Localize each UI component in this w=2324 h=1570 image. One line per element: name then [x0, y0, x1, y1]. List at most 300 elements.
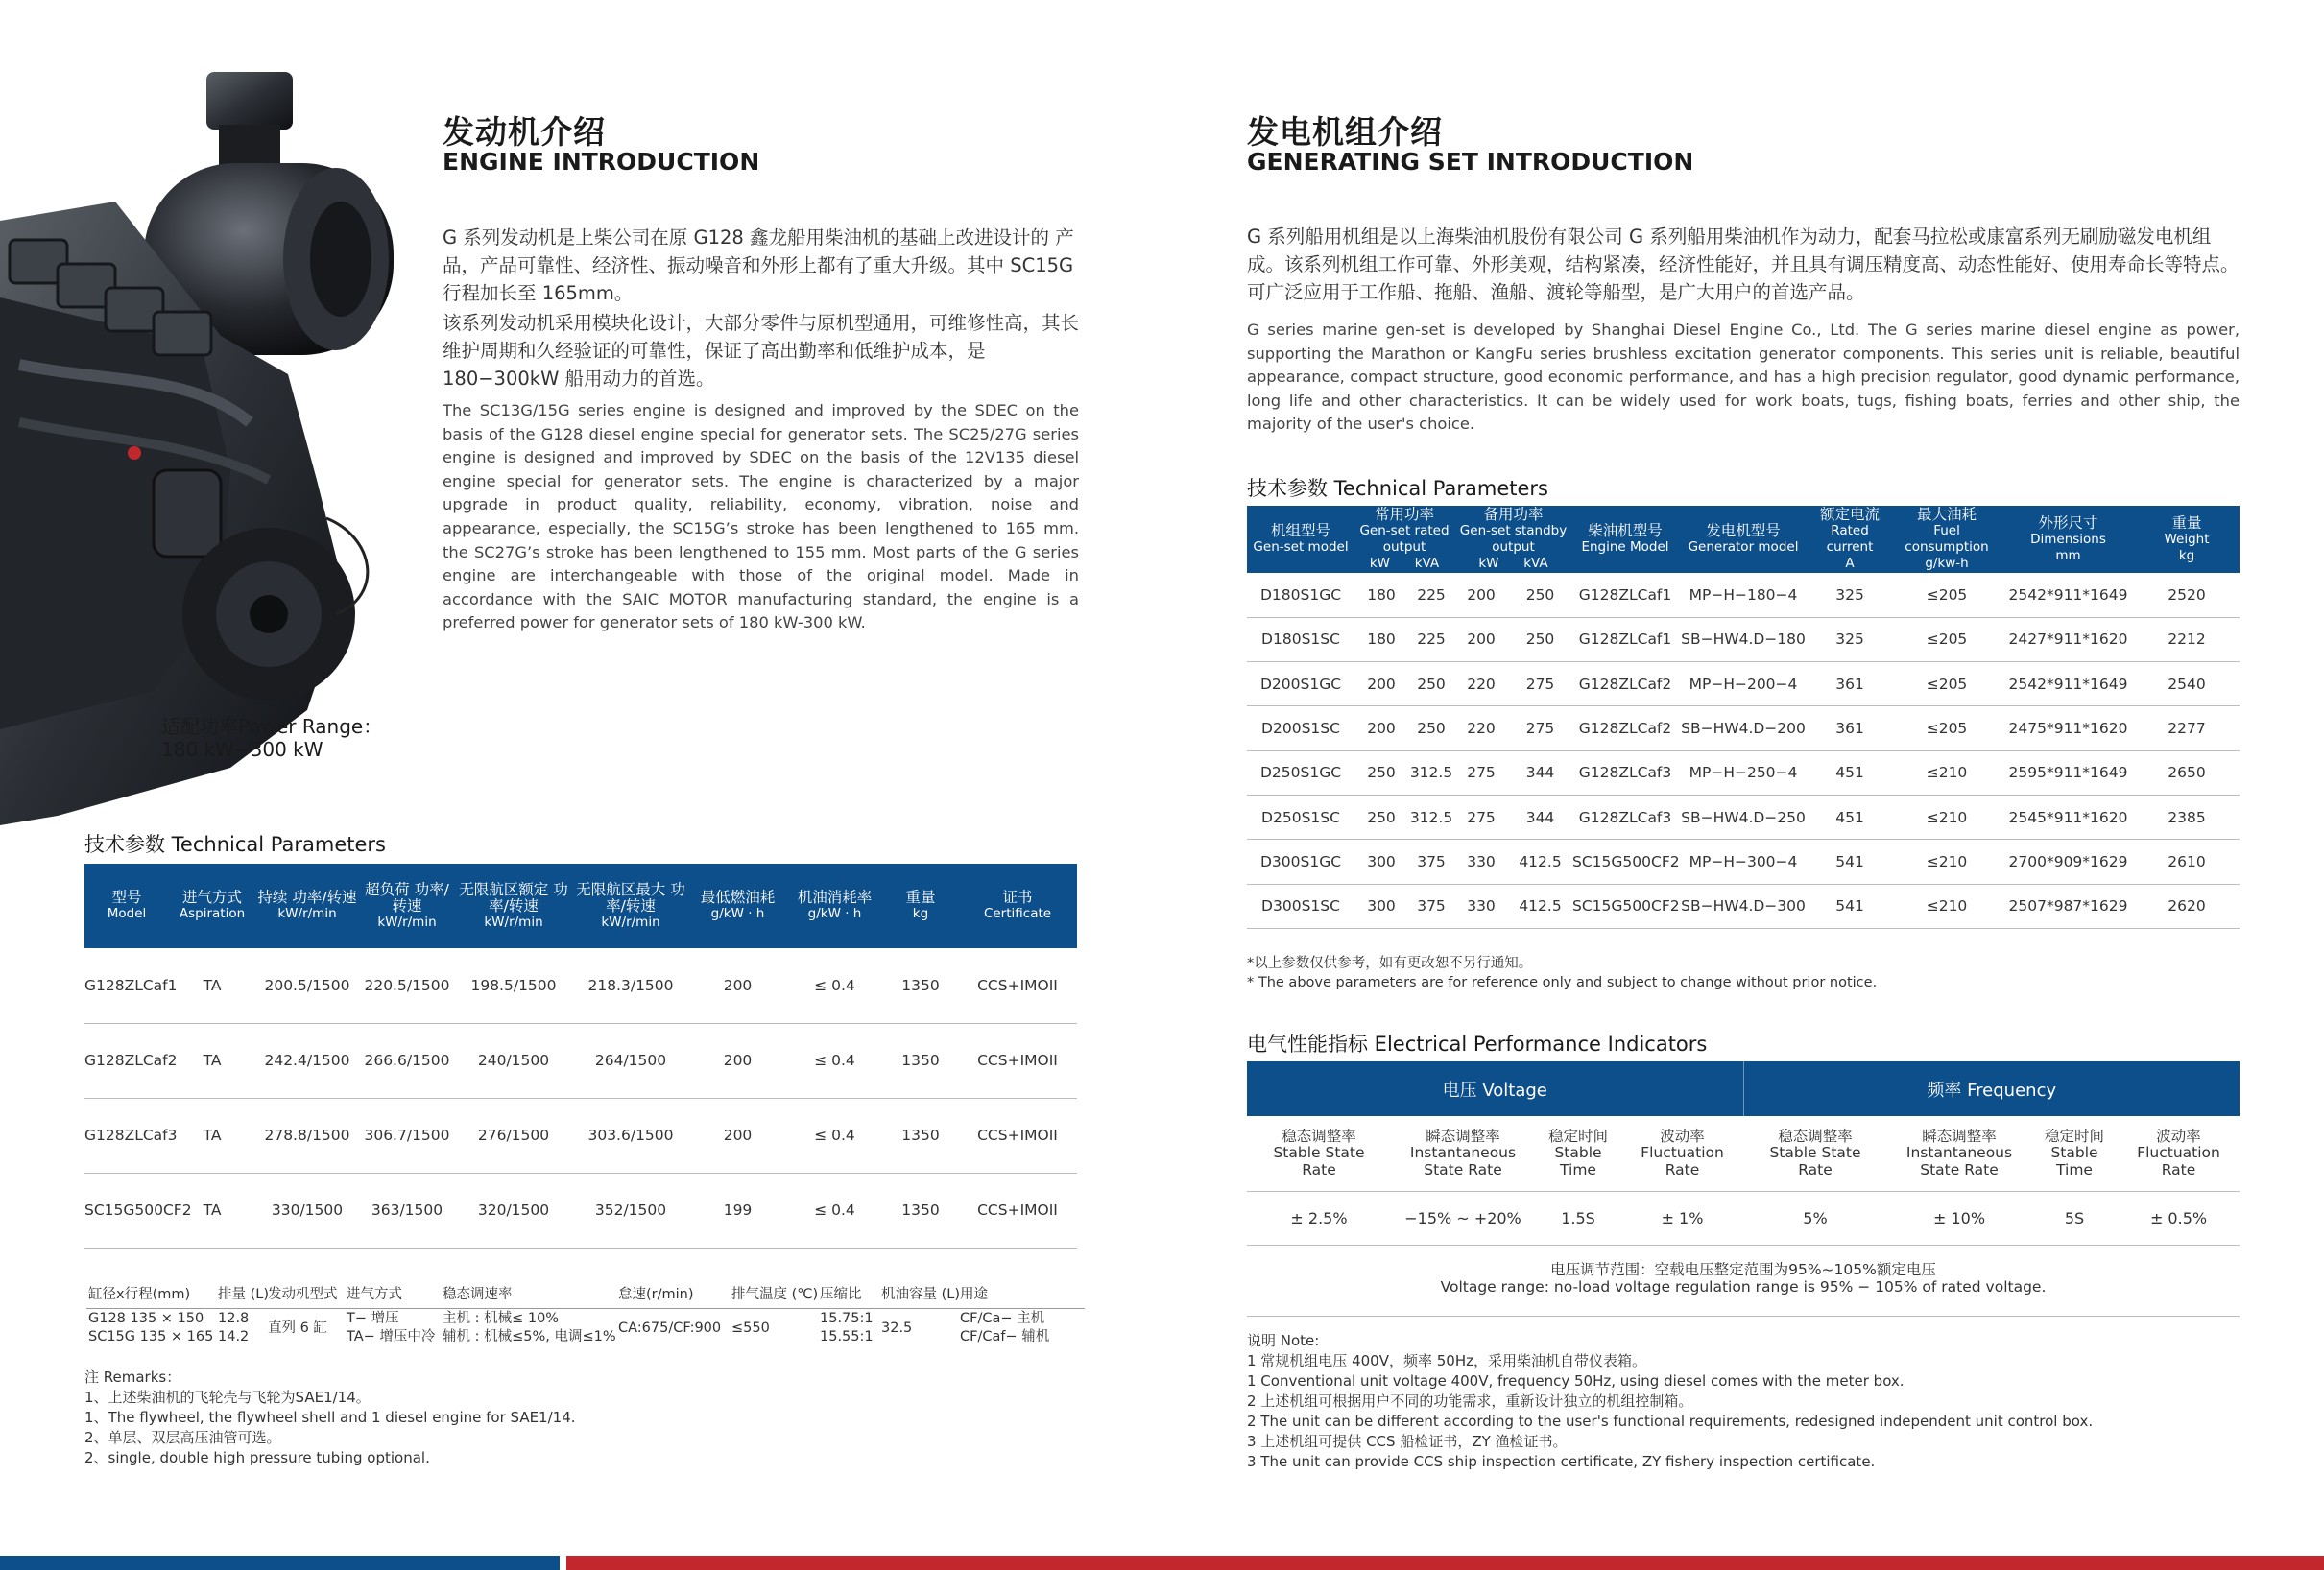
electrical-sub-header-line: Fluctuation: [2137, 1144, 2220, 1161]
table-cell: D300S1GC: [1247, 840, 1354, 884]
column-header: [2134, 506, 2240, 573]
spec-exhaust: ≤550: [731, 1320, 770, 1336]
table-cell: G128ZLCaf1: [84, 948, 169, 1023]
spec-intake: T− 增压 TA− 增压中冷: [347, 1311, 436, 1345]
column-header: [1247, 506, 1354, 573]
column-header: [84, 864, 169, 948]
table-cell: 541: [1809, 840, 1891, 884]
remarks: [84, 1368, 576, 1468]
column-header-cn: 机组型号: [1270, 522, 1330, 539]
column-header: [169, 864, 255, 948]
genset-title-en: GENERATING SET INTRODUCTION: [1247, 148, 1694, 176]
genset-table-header: [1247, 506, 2240, 573]
table-cell: D300S1SC: [1247, 884, 1354, 928]
electrical-sub-header-cell: [2118, 1116, 2240, 1191]
frequency-header: 频率 Frequency: [1743, 1061, 2240, 1116]
column-header-cn: 外形尺寸: [2038, 513, 2098, 532]
electrical-sub-header-line: State Rate: [1424, 1160, 1502, 1178]
table-cell: G128ZLCaf1: [1572, 617, 1678, 661]
column-header-en: kg: [912, 906, 929, 921]
electrical-value-cell: 5S: [2031, 1191, 2118, 1245]
table-cell: 266.6/1500: [359, 1023, 455, 1098]
table-cell: 2595*911*1649: [2002, 750, 2134, 795]
electrical-value-cell: −15% ~ +20%: [1391, 1191, 1535, 1245]
table-cell: MP−H−200−4: [1678, 662, 1809, 706]
column-header-cn: 超负荷 功率/转速: [365, 880, 449, 915]
table-cell: 200: [689, 1023, 786, 1098]
column-header: [255, 864, 359, 948]
column-header: [572, 864, 689, 948]
table-cell: 200: [1354, 706, 1408, 750]
footer-bar-red: [566, 1556, 2324, 1570]
left-tech-title: 技术参数 Technical Parameters: [84, 833, 386, 856]
engine-table-body: [84, 948, 1077, 1248]
column-header-en: kW/r/min: [277, 906, 337, 921]
spec-header-cell: 排气温度 (℃): [730, 1279, 818, 1308]
column-header-en: Gen-set model: [1253, 539, 1349, 555]
spec-engine-type: 直列 6 缸: [268, 1320, 327, 1336]
engine-spec-table: [86, 1279, 1085, 1348]
table-cell: ≤ 0.4: [786, 1098, 883, 1173]
electrical-sub-header-cell: [1743, 1116, 1887, 1191]
column-header-cn: 发电机型号: [1706, 522, 1781, 539]
table-cell: G128ZLCaf1: [1572, 573, 1678, 617]
table-cell: 344: [1508, 750, 1572, 795]
table-row: [84, 1098, 1077, 1173]
column-header-unit: kW kVA: [1369, 556, 1440, 571]
remarks-line: 2、single, double high pressure tubing optional.: [84, 1449, 430, 1466]
table-cell: 250: [1354, 795, 1408, 839]
column-header-cn: 机油消耗率: [797, 889, 873, 906]
column-header-cn: 最大油耗: [1917, 506, 1977, 523]
table-cell: 180: [1354, 573, 1408, 617]
table-cell: ≤205: [1891, 617, 2002, 661]
voltage-range-cn: 电压调节范围：空载电压整定范围为95%~105%额定电压: [1550, 1261, 1936, 1278]
table-cell: 2540: [2134, 662, 2240, 706]
electrical-sub-header-line: Rate: [1665, 1160, 1700, 1178]
table-cell: 344: [1508, 795, 1572, 839]
table-row: [84, 1173, 1077, 1248]
column-header-cn: 无限航区最大 功率/转速: [576, 880, 685, 915]
table-cell: SB−HW4.D−180: [1678, 617, 1809, 661]
table-cell: CCS+IMOII: [958, 1023, 1077, 1098]
electrical-sub-header-cell: [1887, 1116, 2031, 1191]
table-cell: ≤210: [1891, 840, 2002, 884]
table-cell: ≤ 0.4: [786, 948, 883, 1023]
spec-header-cell: 缸径x行程(mm): [86, 1279, 216, 1308]
table-cell: 242.4/1500: [255, 1023, 359, 1098]
table-cell: 330/1500: [255, 1173, 359, 1248]
notes: [1247, 1331, 2093, 1472]
column-header-cn: 无限航区额定 功率/转速: [459, 880, 568, 915]
table-cell: ≤210: [1891, 750, 2002, 795]
table-cell: 2385: [2134, 795, 2240, 839]
table-cell: 250: [1508, 573, 1572, 617]
spec-bore-stroke: G128 135 × 150 SC15G 135 × 165: [88, 1311, 214, 1345]
table-cell: D200S1GC: [1247, 662, 1354, 706]
table-cell: 325: [1809, 617, 1891, 661]
electrical-value-cell: 5%: [1743, 1191, 1887, 1245]
engine-title-en: ENGINE INTRODUCTION: [443, 148, 760, 176]
table-cell: 275: [1454, 795, 1508, 839]
spec-header-cell: 怠速(r/min): [616, 1279, 730, 1308]
spec-compression: 15.75:1 15.55:1: [820, 1311, 874, 1345]
power-range: [161, 715, 382, 761]
column-header: [689, 864, 786, 948]
table-cell: 451: [1809, 795, 1891, 839]
table-cell: 200: [1454, 617, 1508, 661]
table-cell: 375: [1408, 884, 1454, 928]
table-row: [1247, 840, 2240, 884]
table-cell: 363/1500: [359, 1173, 455, 1248]
engine-paragraph-cn-2: 该系列发动机采用模块化设计，大部分零件与原机型通用，可维修性高，其长维护周期和久经验证的可靠性，保证了高出勤率和低维护成本，是 180−300kW 船用动力的首选。: [443, 312, 1080, 390]
genset-title-cn: 发电机组介绍: [1247, 113, 1443, 151]
electrical-sub-header-line: 稳态调整率: [1778, 1127, 1853, 1145]
table-cell: 250: [1508, 617, 1572, 661]
electrical-value-cell: ± 0.5%: [2118, 1191, 2240, 1245]
spec-header-cell: 用途: [958, 1279, 1085, 1308]
table-cell: MP−H−180−4: [1678, 573, 1809, 617]
table-cell: CCS+IMOII: [958, 1173, 1077, 1248]
column-header-cn: 常用功率: [1374, 506, 1434, 523]
column-header: [2002, 506, 2134, 573]
table-cell: 199: [689, 1173, 786, 1248]
spec-usage: CF/Ca− 主机 CF/Caf− 辅机: [960, 1311, 1050, 1345]
table-cell: 303.6/1500: [572, 1098, 689, 1173]
engine-title-cn: 发动机介绍: [443, 113, 606, 151]
table-cell: 275: [1454, 750, 1508, 795]
spec-oil: 32.5: [881, 1320, 913, 1336]
electrical-sub-header-line: 波动率: [2156, 1127, 2201, 1145]
notes-line: 1 Conventional unit voltage 400V, frequency 50Hz, using diesel comes with the meter box.: [1247, 1372, 1905, 1390]
table-cell: 330: [1454, 840, 1508, 884]
table-cell: G128ZLCaf3: [1572, 795, 1678, 839]
column-header-cn: 柴油机型号: [1588, 522, 1663, 539]
table-cell: G128ZLCaf3: [84, 1098, 169, 1173]
table-cell: ≤210: [1891, 884, 2002, 928]
table-cell: 220.5/1500: [359, 948, 455, 1023]
table-row: [1247, 706, 2240, 750]
column-header-en: Generator model: [1688, 539, 1799, 555]
electrical-sub-header-line: Stable Time: [1554, 1144, 1602, 1178]
table-cell: 220: [1454, 706, 1508, 750]
column-header: [1678, 506, 1809, 573]
table-row: [1247, 662, 2240, 706]
column-header: [1809, 506, 1891, 573]
table-cell: D180S1GC: [1247, 573, 1354, 617]
electrical-value-cell: 1.5S: [1535, 1191, 1621, 1245]
table-cell: CCS+IMOII: [958, 1098, 1077, 1173]
table-cell: D180S1SC: [1247, 617, 1354, 661]
table-cell: 2650: [2134, 750, 2240, 795]
column-header-cn: 备用功率: [1483, 506, 1544, 523]
table-row: [1247, 573, 2240, 617]
electrical-value-cell: ± 10%: [1887, 1191, 2031, 1245]
column-header-unit: kW kVA: [1478, 556, 1548, 571]
table-cell: 451: [1809, 750, 1891, 795]
table-row: [84, 948, 1077, 1023]
table-cell: D200S1SC: [1247, 706, 1354, 750]
column-header-en: Aspiration: [179, 906, 246, 921]
table-cell: 218.3/1500: [572, 948, 689, 1023]
column-header-en: Dimensions: [2030, 531, 2106, 547]
electrical-sub-header-line: 稳定时间: [1547, 1127, 1608, 1145]
spec-header-cell: 进气方式: [345, 1279, 441, 1308]
notes-line: 3 上述机组可提供 CCS 船检证书，ZY 渔检证书。: [1247, 1433, 1568, 1450]
table-cell: G128ZLCaf2: [1572, 662, 1678, 706]
column-header: [1354, 506, 1454, 573]
electrical-sub-header-line: Rate: [1302, 1160, 1336, 1178]
electrical-sub-header-line: Instantaneous: [1905, 1144, 2013, 1161]
table-cell: SB−HW4.D−300: [1678, 884, 1809, 928]
table-cell: 352/1500: [572, 1173, 689, 1248]
table-cell: 2610: [2134, 840, 2240, 884]
column-header-en: Certificate: [983, 906, 1052, 921]
spec-table-row: [86, 1308, 1085, 1348]
column-header: [1572, 506, 1678, 573]
table-cell: D250S1GC: [1247, 750, 1354, 795]
table-cell: TA: [169, 1023, 255, 1098]
right-tech-title: 技术参数 Technical Parameters: [1247, 477, 1548, 500]
electrical-title: 电气性能指标 Electrical Performance Indicators: [1247, 1033, 1708, 1056]
table-cell: 412.5: [1508, 840, 1572, 884]
electrical-sub-header-line: Rate: [1798, 1160, 1833, 1178]
electrical-values-row: [1247, 1191, 2240, 1245]
column-header-en: Engine Model: [1581, 539, 1669, 555]
table-cell: 1350: [883, 1173, 958, 1248]
table-cell: 275: [1508, 706, 1572, 750]
genset-note-cn: *以上参数仅供参考，如有更改恕不另行通知。: [1247, 956, 1533, 971]
remarks-title: 注 Remarks：: [84, 1368, 181, 1386]
electrical-sub-header-line: Rate: [2161, 1160, 2196, 1178]
table-cell: ≤205: [1891, 662, 2002, 706]
electrical-sub-header-line: Stable Time: [2050, 1144, 2098, 1178]
power-range-label: 适配功率Power Range：: [161, 715, 383, 738]
table-cell: 250: [1354, 750, 1408, 795]
genset-paragraph-cn: G 系列船用机组是以上海柴油机股份有限公司 G 系列船用柴油机作为动力，配套马拉松或康富系列无刷励磁发电机组成。该系列机组工作可靠、外形美观，结构紧凑，经济性能好，并且具有调压精度高、动态性能好、使用寿命长等特点。可广泛应用于工作船、拖船、渔船、渡轮等船型，是广大用户的首选产品。: [1247, 226, 2240, 303]
table-cell: 312.5: [1408, 750, 1454, 795]
electrical-sub-header-cell: [1391, 1116, 1535, 1191]
genset-note-en: * The above parameters are for reference only and subject to change without prior notice.: [1247, 975, 1878, 990]
column-header: [1454, 506, 1572, 573]
table-cell: 276/1500: [455, 1098, 572, 1173]
column-header: [1891, 506, 2002, 573]
column-header-unit: g/kw-h: [1925, 556, 1969, 571]
column-header-cn: 最低燃油耗: [700, 889, 776, 906]
table-cell: 2620: [2134, 884, 2240, 928]
column-header-en: Fuel consumption: [1905, 523, 1989, 555]
column-header: [958, 864, 1077, 948]
remarks-line: 2、单层、双层高压油管可选。: [84, 1429, 281, 1446]
column-header: [883, 864, 958, 948]
voltage-range-en: Voltage range: no-load voltage regulation range is 95% − 105% of rated voltage.: [1440, 1278, 2047, 1296]
genset-note: [1247, 954, 1877, 992]
electrical-table: [1247, 1061, 2240, 1246]
table-cell: 275: [1508, 662, 1572, 706]
table-cell: 2700*909*1629: [2002, 840, 2134, 884]
column-header: [455, 864, 572, 948]
table-cell: MP−H−300−4: [1678, 840, 1809, 884]
power-range-value: 180 kW−300 kW: [161, 738, 323, 761]
column-header-en: Gen-set standby output: [1459, 523, 1568, 555]
table-cell: 250: [1408, 706, 1454, 750]
table-cell: TA: [169, 948, 255, 1023]
electrical-value-cell: ± 1%: [1621, 1191, 1743, 1245]
column-header-en: Model: [107, 906, 147, 921]
table-cell: ≤205: [1891, 706, 2002, 750]
table-cell: 300: [1354, 884, 1408, 928]
table-cell: 2507*987*1629: [2002, 884, 2134, 928]
table-cell: CCS+IMOII: [958, 948, 1077, 1023]
column-header-unit: mm: [2055, 547, 2081, 563]
table-cell: ≤210: [1891, 795, 2002, 839]
table-cell: 2545*911*1620: [2002, 795, 2134, 839]
column-header-cn: 进气方式: [181, 889, 242, 906]
electrical-sub-header-cell: [2031, 1116, 2118, 1191]
genset-table-body: [1247, 573, 2240, 928]
column-header-cn: 型号: [111, 889, 142, 906]
electrical-sub-header-line: 稳态调整率: [1282, 1127, 1356, 1145]
table-cell: 200: [1454, 573, 1508, 617]
table-cell: 250: [1408, 662, 1454, 706]
electrical-sub-header-line: 稳定时间: [2044, 1127, 2104, 1145]
table-cell: 278.8/1500: [255, 1098, 359, 1173]
table-cell: 1350: [883, 1098, 958, 1173]
table-cell: 306.7/1500: [359, 1098, 455, 1173]
table-cell: TA: [169, 1098, 255, 1173]
engine-paragraph-cn-1: G 系列发动机是上柴公司在原 G128 鑫龙船用柴油机的基础上改进设计的 产品，产品可靠性、经济性、振动噪音和外形上都有了重大升级。其中 SC15G 行程加长至 165mm。: [443, 226, 1074, 304]
table-cell: 264/1500: [572, 1023, 689, 1098]
notes-line: 2 上述机组可根据用户不同的功能需求，重新设计独立的机组控制箱。: [1247, 1392, 1693, 1410]
electrical-sub-header-line: 瞬态调整率: [1922, 1127, 1997, 1145]
electrical-sub-header-line: Stable State: [1273, 1144, 1365, 1161]
column-header: [359, 864, 455, 948]
spec-header-cell: 排量 (L): [216, 1279, 266, 1308]
divider: [1247, 1316, 2240, 1317]
spec-displacement: 12.8 14.2: [218, 1311, 250, 1345]
notes-line: 1 常规机组电压 400V，频率 50Hz，采用柴油机自带仪表箱。: [1247, 1352, 1646, 1369]
table-cell: 300: [1354, 840, 1408, 884]
table-cell: ≤ 0.4: [786, 1023, 883, 1098]
table-cell: 2542*911*1649: [2002, 662, 2134, 706]
column-header-en: g/kW · h: [710, 906, 765, 921]
spec-header-cell: 发动机型式: [266, 1279, 345, 1308]
table-cell: SC15G500CF2: [1572, 840, 1678, 884]
table-cell: 225: [1408, 573, 1454, 617]
table-cell: SC15G500CF2: [84, 1173, 169, 1248]
engine-paragraph-en: The SC13G/15G series engine is designed and improved by the SDEC on the basis of the G128 diesel engine special for generator sets. The SC25/27G series engine is designed and improved by SDEC on the basis of the 12V135 diesel engine special for generator sets. The engine is characterized by a major upgrade in product quality, reliability, economy, vibration, noise and appearance, especially, the SC15G’s stroke has been lengthened to 165 mm. the SC27G’s stroke has been lengthened to 155 mm. Most parts of the G series engine are interchangeable with those of the original model. Made in accordance with the SAIC MOTOR manufacturing standard, the engine is a preferred power for generator sets of 180 kW-300 kW.: [443, 401, 1079, 632]
electrical-group-header: [1247, 1061, 2240, 1116]
table-cell: 2427*911*1620: [2002, 617, 2134, 661]
table-cell: ≤ 0.4: [786, 1173, 883, 1248]
electrical-sub-header-cell: [1535, 1116, 1621, 1191]
column-header-en: g/kW · h: [807, 906, 862, 921]
table-cell: G128ZLCaf3: [1572, 750, 1678, 795]
table-cell: 225: [1408, 617, 1454, 661]
footer-bar-blue: [0, 1556, 560, 1570]
table-cell: 412.5: [1508, 884, 1572, 928]
column-header-cn: 额定电流: [1820, 506, 1881, 523]
table-cell: 312.5: [1408, 795, 1454, 839]
column-header: [786, 864, 883, 948]
table-cell: 220: [1454, 662, 1508, 706]
table-cell: G128ZLCaf2: [1572, 706, 1678, 750]
electrical-sub-header-line: 瞬态调整率: [1426, 1127, 1500, 1145]
voltage-range-note: [1247, 1261, 2240, 1296]
remarks-line: 1、The flywheel, the flywheel shell and 1 diesel engine for SAE1/14.: [84, 1409, 576, 1426]
table-cell: 2520: [2134, 573, 2240, 617]
table-cell: 1350: [883, 948, 958, 1023]
table-cell: SB−HW4.D−250: [1678, 795, 1809, 839]
table-cell: 200: [689, 948, 786, 1023]
column-header-en: kW/r/min: [601, 914, 660, 930]
spec-header-cell: 机油容量 (L): [879, 1279, 958, 1308]
table-cell: SC15G500CF2: [1572, 884, 1678, 928]
column-header-en: Weight: [2164, 531, 2210, 547]
electrical-sub-header-line: Stable State: [1769, 1144, 1861, 1161]
column-header-cn: 证书: [1002, 889, 1033, 906]
notes-line: 3 The unit can provide CCS ship inspection certificate, ZY fishery inspection certificate.: [1247, 1453, 1876, 1470]
column-header-cn: 重量: [2171, 513, 2202, 532]
spec-governing: 主机 : 机械≤ 10% 辅机 : 机械≤5%, 电调≤1%: [443, 1311, 616, 1345]
electrical-sub-header-line: 波动率: [1660, 1127, 1705, 1145]
electrical-sub-header: [1247, 1116, 2240, 1191]
engine-image: [0, 58, 403, 825]
table-cell: MP−H−250−4: [1678, 750, 1809, 795]
column-header-en: kW/r/min: [484, 914, 543, 930]
table-row: [1247, 617, 2240, 661]
table-cell: SB−HW4.D−200: [1678, 706, 1809, 750]
table-cell: 200.5/1500: [255, 948, 359, 1023]
table-cell: D250S1SC: [1247, 795, 1354, 839]
remarks-line: 1、上述柴油机的飞轮壳与飞轮为SAE1/14。: [84, 1389, 371, 1406]
table-cell: 361: [1809, 662, 1891, 706]
column-header-en: kW/r/min: [377, 914, 437, 930]
column-header-en: Rated current: [1826, 523, 1874, 555]
table-cell: G128ZLCaf2: [84, 1023, 169, 1098]
table-cell: 2212: [2134, 617, 2240, 661]
electrical-sub-header-cell: [1247, 1116, 1391, 1191]
table-row: [1247, 750, 2240, 795]
table-cell: 541: [1809, 884, 1891, 928]
column-header-unit: A: [1845, 556, 1855, 571]
table-cell: 2475*911*1620: [2002, 706, 2134, 750]
table-cell: ≤205: [1891, 573, 2002, 617]
table-cell: 2542*911*1649: [2002, 573, 2134, 617]
column-header-cn: 持续 功率/转速: [257, 889, 357, 906]
genset-parameters-table: [1247, 506, 2240, 929]
table-cell: 1350: [883, 1023, 958, 1098]
notes-line: 2 The unit can be different according to the user's functional requirements, redesigned independent unit control box.: [1247, 1413, 2094, 1430]
spec-header-cell: 压缩比: [818, 1279, 879, 1308]
table-cell: 240/1500: [455, 1023, 572, 1098]
voltage-header: 电压 Voltage: [1247, 1061, 1743, 1116]
table-row: [84, 1023, 1077, 1098]
table-cell: 200: [1354, 662, 1408, 706]
engine-parameters-table: [84, 864, 1077, 1249]
table-cell: 2277: [2134, 706, 2240, 750]
spec-table-header: [86, 1279, 1085, 1308]
engine-table-header: [84, 864, 1077, 948]
notes-title: 说明 Note:: [1247, 1332, 1320, 1349]
column-header-en: Gen-set rated output: [1359, 523, 1450, 555]
column-header-cn: 重量: [905, 889, 936, 906]
table-row: [1247, 795, 2240, 839]
column-header-unit: kg: [2178, 547, 2195, 563]
table-cell: 330: [1454, 884, 1508, 928]
table-cell: 198.5/1500: [455, 948, 572, 1023]
electrical-sub-header-line: State Rate: [1920, 1160, 1999, 1178]
